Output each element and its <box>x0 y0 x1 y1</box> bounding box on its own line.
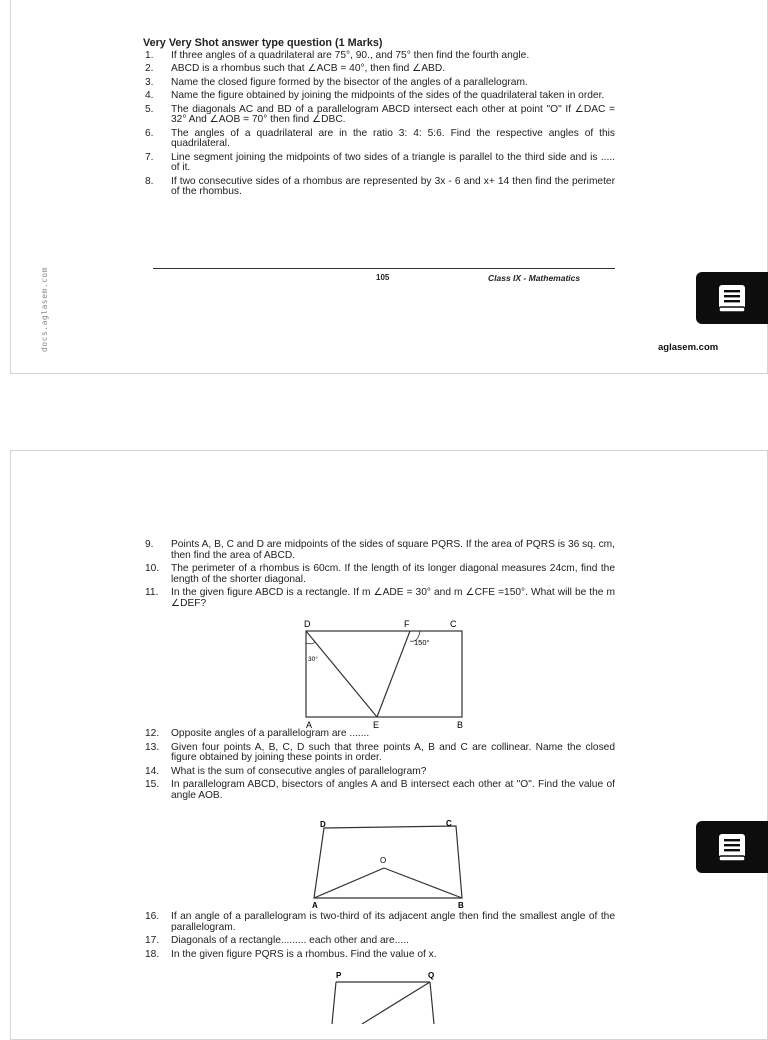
question-block-2a <box>143 540 615 612</box>
question-item <box>143 177 615 198</box>
question-text: ABCD is a rhombus such that ∠ACB = 40°, then find ∠ABD. <box>171 63 446 74</box>
label-d: D <box>304 619 311 629</box>
question-item <box>143 64 615 75</box>
question-number: 16. <box>145 911 160 922</box>
question-number: 18. <box>145 948 160 960</box>
section-heading: Very Very Shot answer type question (1 Marks) <box>143 37 383 49</box>
label-d: D <box>320 820 326 829</box>
figure-rhombus-pqrs <box>322 968 452 1024</box>
question-number: 8. <box>145 175 154 187</box>
segment-ef <box>377 631 410 717</box>
question-item <box>143 729 615 740</box>
question-item <box>143 564 615 585</box>
question-text: In parallelogram ABCD, bisectors of angles A and B intersect each other at "O". Find the value of angle AOB. <box>171 779 615 801</box>
angle-label-f: 150° <box>414 638 430 647</box>
diagonal-qs <box>362 982 430 1024</box>
brand-logo-badge[interactable] <box>696 272 768 324</box>
question-text: Points A, B, C and D are midpoints of the sides of square PQRS. If the area of PQRS is 36 sq. cm, then find the area of ABCD. <box>171 539 615 561</box>
question-text: Given four points A, B, C, D such that three points A, B and C are collinear. Name the closed figure obtained by joining these points in order. <box>171 741 615 763</box>
question-item <box>143 912 615 933</box>
question-number: 5. <box>145 103 154 115</box>
question-text: Diagonals of a rectangle......... each other and are..... <box>171 935 409 946</box>
question-item <box>143 936 615 947</box>
question-item <box>143 767 615 778</box>
question-number: 11. <box>145 587 159 598</box>
question-number: 6. <box>145 127 154 139</box>
question-text: If an angle of a parallelogram is two-third of its adjacent angle then find the smallest angle of the parallelogram. <box>171 911 615 933</box>
question-text: Name the figure obtained by joining the midpoints of the sides of the quadrilateral taken in order. <box>171 90 605 101</box>
question-text: In the given figure PQRS is a rhombus. Find the value of x. <box>171 948 437 960</box>
question-text: Name the closed figure formed by the bisector of the angles of a parallelogram. <box>171 76 528 88</box>
class-label: Class IX - Mathematics <box>488 273 581 283</box>
question-item <box>143 950 615 961</box>
question-number: 4. <box>145 90 154 101</box>
question-list-2a <box>143 540 615 609</box>
label-a: A <box>306 720 313 729</box>
question-item <box>143 743 615 764</box>
label-b: B <box>458 901 464 910</box>
label-c: C <box>446 819 452 828</box>
question-number: 17. <box>145 935 160 946</box>
question-number: 13. <box>145 741 160 753</box>
question-number: 10. <box>145 563 160 574</box>
label-o: O <box>380 856 387 865</box>
question-list-2b <box>143 729 615 801</box>
question-item <box>143 129 615 150</box>
question-number: 2. <box>145 63 154 74</box>
footer-divider <box>153 268 615 269</box>
question-number: 15. <box>145 779 160 790</box>
question-text: In the given figure ABCD is a rectangle. If m ∠ADE = 30° and m ∠CFE =150°. What will be the m ∠DEF? <box>171 587 615 609</box>
side-qr <box>430 982 434 1024</box>
question-text: If three angles of a quadrilateral are 75°, 90., and 75° then find the fourth angle. <box>171 49 530 61</box>
angle-arc-d <box>306 642 315 644</box>
question-text: If two consecutive sides of a rhombus are represented by 3x - 6 and x+ 14 then find the perimeter of the rhombus. <box>171 175 615 197</box>
question-number: 3. <box>145 76 154 88</box>
question-item <box>143 780 615 801</box>
question-number: 1. <box>145 49 154 61</box>
question-number: 9. <box>145 539 154 550</box>
question-block-2c <box>143 912 615 963</box>
label-c: C <box>450 619 457 629</box>
brand-logo-badge-2[interactable] <box>696 821 768 873</box>
question-item <box>143 153 615 174</box>
question-number: 7. <box>145 151 154 163</box>
question-text: Opposite angles of a parallelogram are ....... <box>171 728 370 739</box>
book-icon <box>715 832 749 864</box>
question-text: The angles of a quadrilateral are in the ratio 3: 4: 5:6. Find the respective angles of this quadrilateral. <box>171 127 615 149</box>
parallelogram-outline <box>314 826 462 898</box>
label-b: B <box>457 720 464 729</box>
question-item <box>143 51 615 62</box>
figure-rectangle-abcd <box>290 617 480 729</box>
question-item <box>143 540 615 561</box>
question-text: What is the sum of consecutive angles of parallelogram? <box>171 765 427 777</box>
question-item <box>143 91 615 102</box>
label-e: E <box>373 720 380 729</box>
page-number: 105 <box>376 273 390 282</box>
question-item <box>143 105 615 126</box>
question-text: The perimeter of a rhombus is 60cm. If the length of its longer diagonal measures 24cm, find the length of the shorter diagonal. <box>171 563 615 585</box>
label-q: Q <box>428 971 435 980</box>
question-item <box>143 78 615 89</box>
book-icon <box>715 283 749 315</box>
question-item <box>143 588 615 609</box>
figure-parallelogram-abcd <box>300 818 480 910</box>
question-block-1 <box>143 38 615 201</box>
question-list-2c <box>143 912 615 960</box>
label-a: A <box>312 901 318 910</box>
side-ps <box>332 982 336 1024</box>
angle-label-d: 30° <box>308 656 318 663</box>
question-text: The diagonals AC and BD of a parallelogram ABCD intersect each other at point "O" If ∠DAC = 32° And ∠AOB = 70° then find ∠DBC. <box>171 103 615 125</box>
question-number: 12. <box>145 728 160 739</box>
bisector-a <box>314 868 384 898</box>
side-watermark: docs.aglasem.com <box>40 266 49 352</box>
brand-link[interactable]: aglasem.com <box>658 342 719 353</box>
rectangle-outline <box>306 631 462 717</box>
question-list-1 <box>143 51 615 198</box>
question-text: Line segment joining the midpoints of two sides of a triangle is parallel to the third side and is ..... of it. <box>171 151 615 173</box>
label-f: F <box>404 619 410 629</box>
question-number: 14. <box>145 765 160 777</box>
question-block-2b <box>143 729 615 804</box>
bisector-b <box>384 868 462 898</box>
segment-de <box>306 631 377 717</box>
label-p: P <box>336 971 342 980</box>
